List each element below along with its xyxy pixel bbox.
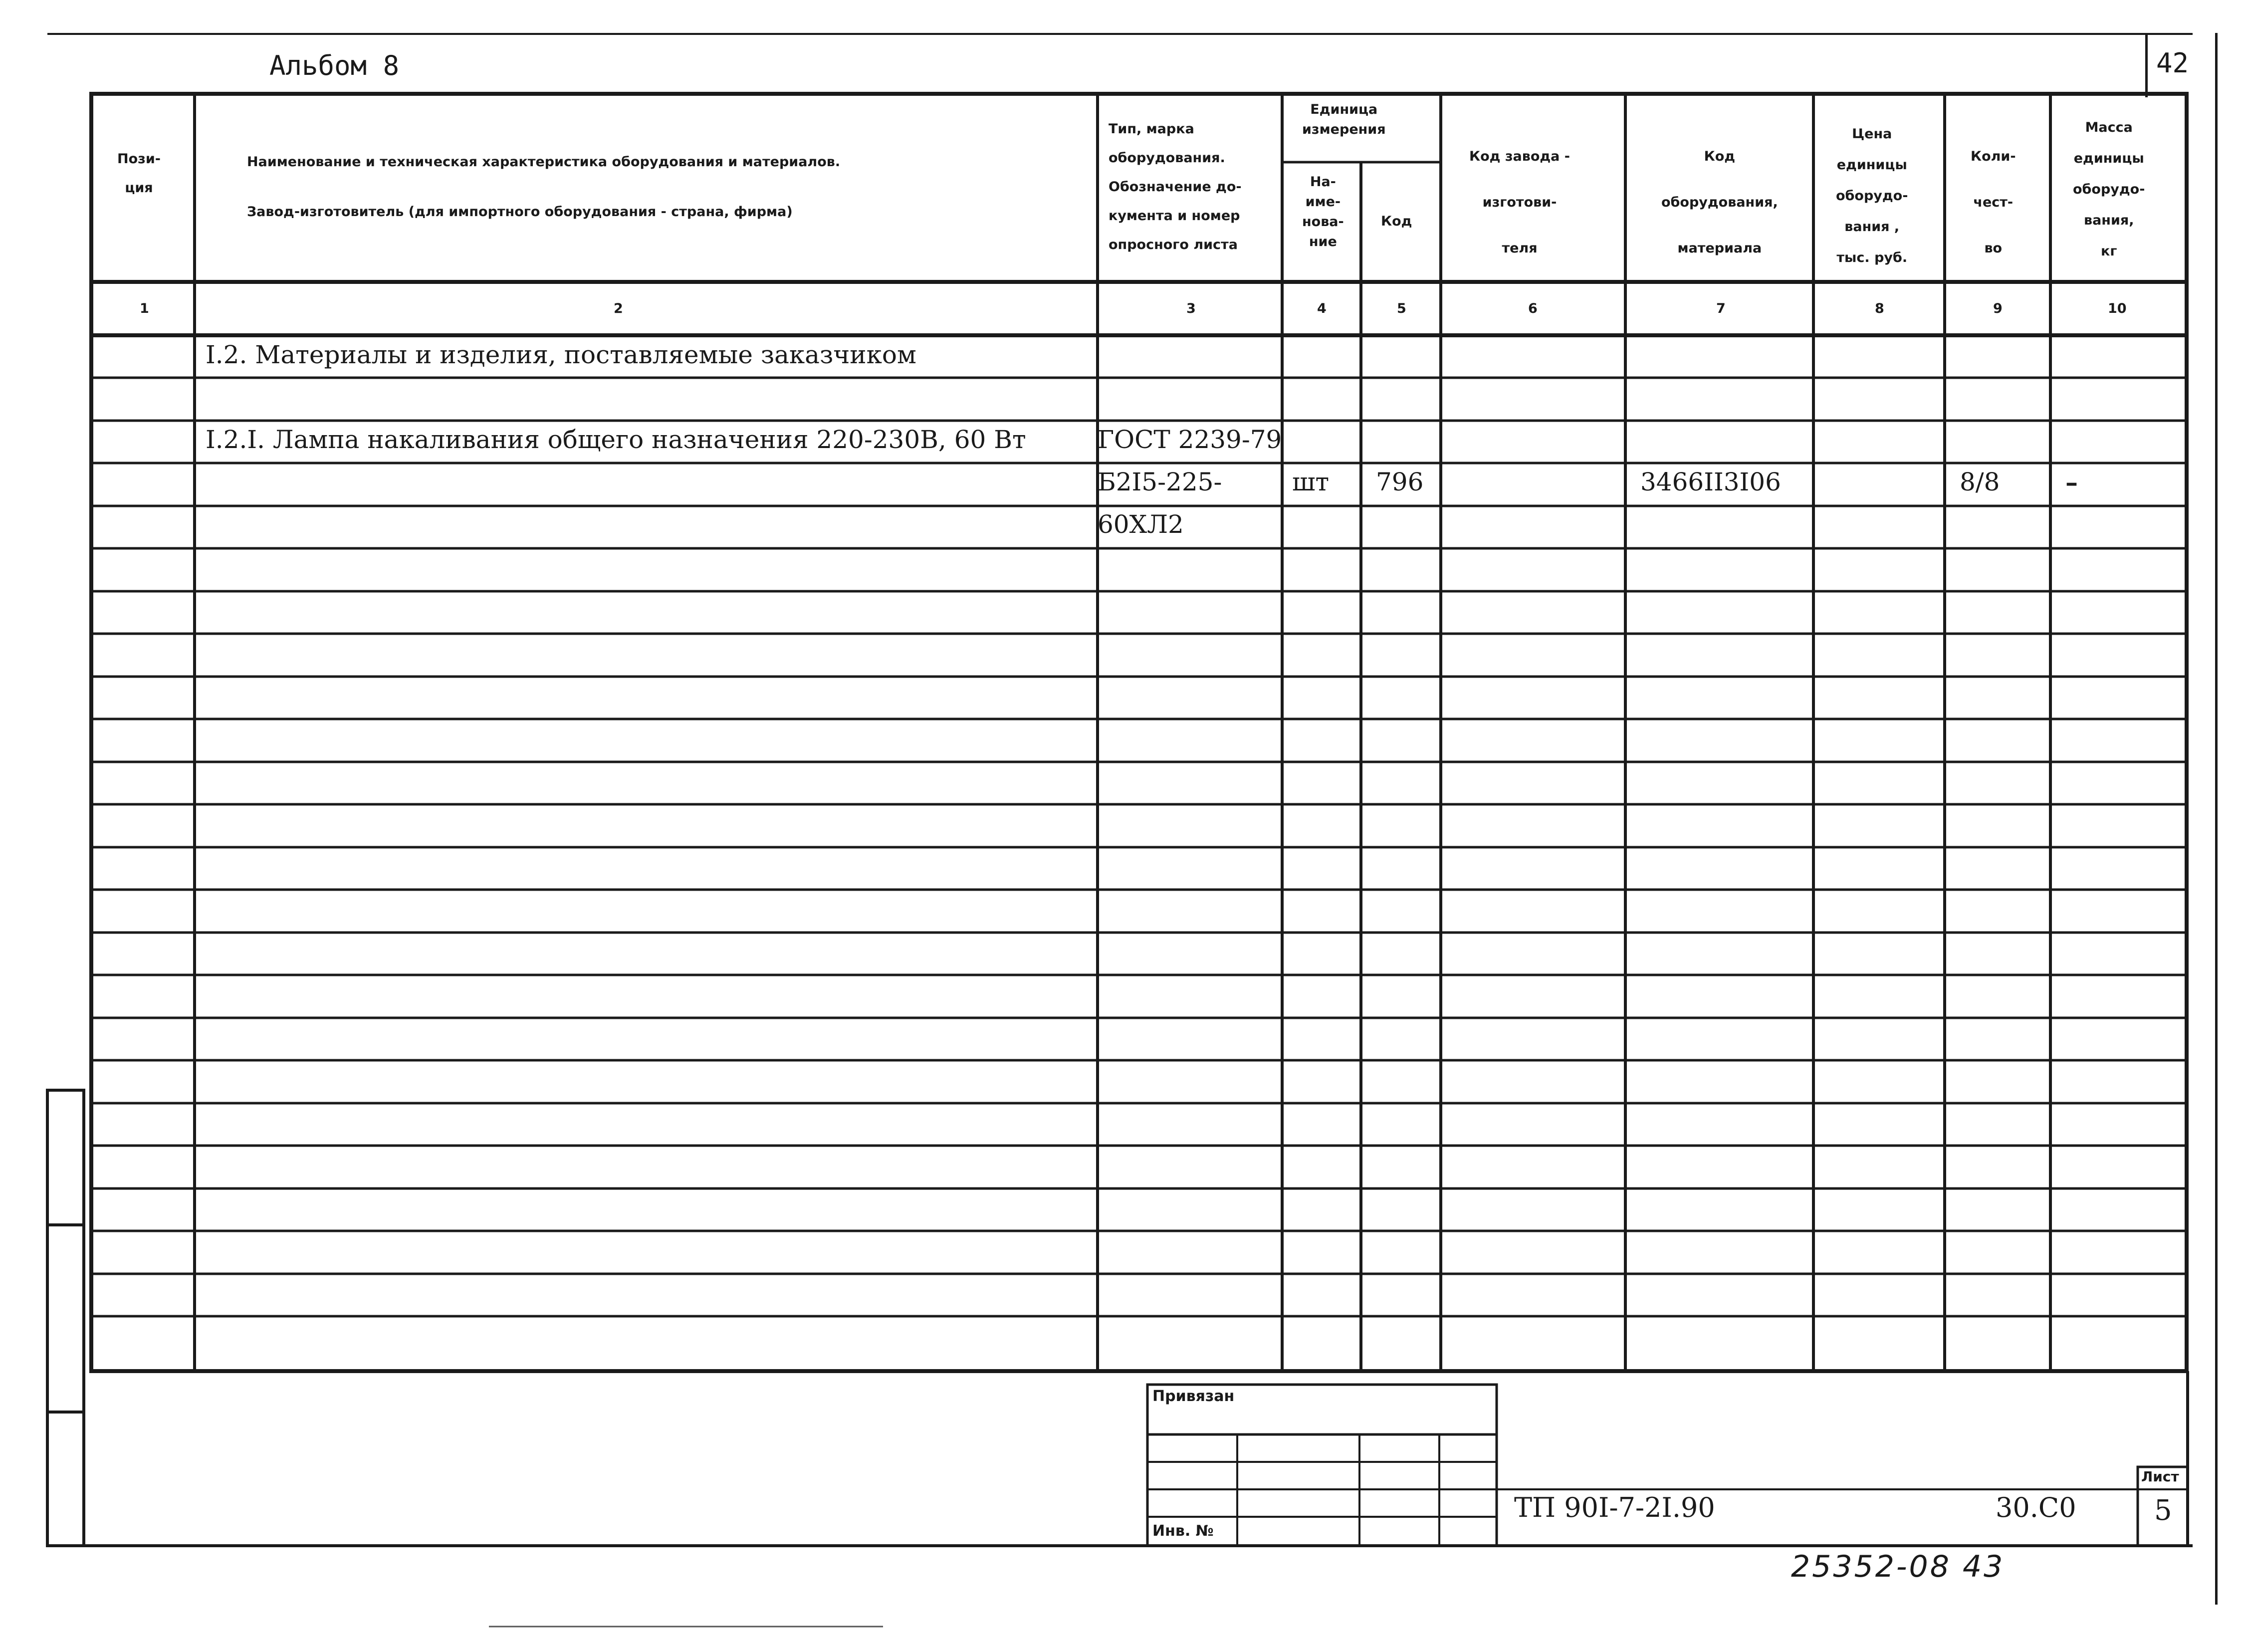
stamp-inv-no: Инв. №	[1152, 1522, 1214, 1540]
item-material-code: 3466II3I06	[1640, 468, 1781, 496]
column-number-4: 4	[1317, 301, 1327, 316]
header-price: Цена единицы оборудо- вания , тыс. руб.	[1836, 126, 1908, 265]
header-unit-group: Единица измерения	[1302, 102, 1386, 137]
header-name: Наименование и техническая характеристика оборудования и материалов. Завод-изготовитель (для импортного оборудования - страна, фирма)	[247, 154, 841, 220]
section-title: I.2. Материалы и изделия, поставляемые заказчиком	[206, 340, 916, 369]
column-number-5: 5	[1397, 301, 1406, 316]
page-number: 42	[2156, 47, 2189, 79]
album-label: Альбом 8	[269, 50, 400, 81]
item-mass: –	[2065, 468, 2078, 497]
item-type-line1: Б2I5-225-	[1098, 468, 1222, 496]
header-unit-code: Код	[1381, 214, 1412, 229]
item-document: ГОСТ 2239-79	[1098, 425, 1282, 454]
column-number-9: 9	[1993, 301, 2003, 316]
column-number-3: 3	[1186, 301, 1196, 316]
item-quantity: 8/8	[1960, 468, 2000, 496]
item-name: I.2.I. Лампа накаливания общего назначения 220-230В, 60 Вт	[206, 425, 1026, 454]
document-code: ТП 90I-7-2I.90	[1514, 1492, 1715, 1523]
column-number-7: 7	[1716, 301, 1726, 316]
header-quantity: Коли- чест- во	[1971, 149, 2016, 256]
item-unit-name: шт	[1292, 468, 1330, 496]
header-type: Тип, марка оборудования. Обозначение до- кумента и номер опросного листа	[1109, 121, 1242, 252]
column-number-1: 1	[140, 301, 149, 316]
column-number-6: 6	[1528, 301, 1538, 316]
header-unit-name: На- име- нова- ние	[1302, 174, 1344, 249]
column-number-10: 10	[2108, 301, 2127, 316]
column-number-8: 8	[1875, 301, 1884, 316]
header-position: Пози- ция	[117, 151, 161, 196]
header-material-code: Код оборудования, материала	[1661, 149, 1778, 256]
section-code: 30.С0	[1996, 1492, 2076, 1523]
header-mass: Масса единицы оборудо- вания, кг	[2073, 120, 2145, 259]
item-type-line2: 60ХЛ2	[1098, 510, 1184, 539]
header-factory-code: Код завода - изготови- теля	[1469, 149, 1570, 256]
column-number-2: 2	[614, 301, 623, 316]
handwritten-number: 25352-08 43	[1791, 1549, 2005, 1584]
stamp-privyazan: Привязан	[1152, 1388, 1235, 1405]
sheet-number: 5	[2154, 1494, 2172, 1527]
item-unit-code: 796	[1376, 468, 1424, 496]
sheet-label: Лист	[2141, 1468, 2179, 1485]
